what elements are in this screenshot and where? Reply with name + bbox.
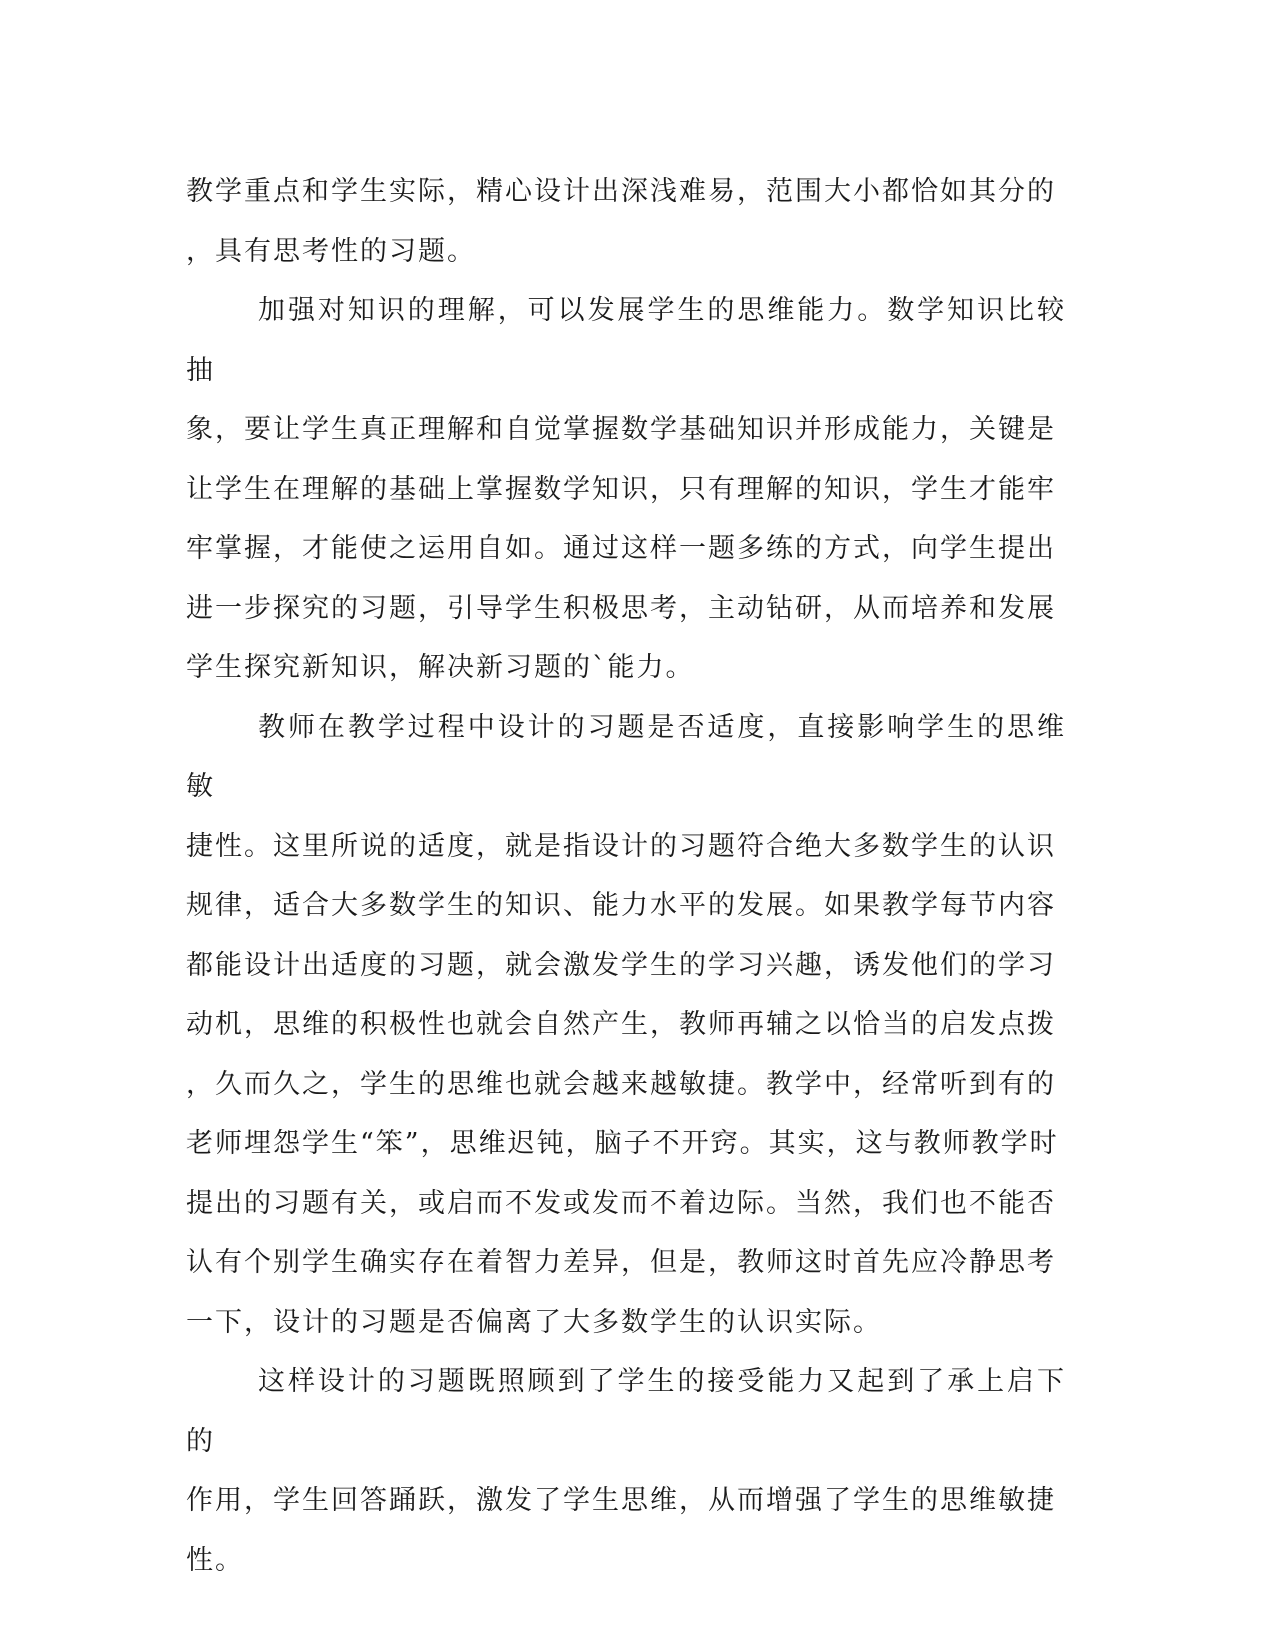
line: 提出的习题有关，或启而不发或发而不着边际。当然，我们也不能否	[186, 1187, 1056, 1219]
line: 教师在教学过程中设计的习题是否适度，直接影响学生的思维敏	[186, 711, 1066, 802]
paragraph-4	[186, 1352, 1066, 1590]
line: 认有个别学生确实存在着智力差异，但是，教师这时首先应冷静思考	[186, 1247, 1056, 1278]
line: 捷性。这里所说的适度，就是指设计的习题符合绝大多数学生的认识	[186, 830, 1056, 862]
paragraph-3	[186, 698, 1066, 1353]
line: 一下，设计的习题是否偏离了大多数学生的认识实际。	[186, 1306, 882, 1338]
line: 都能设计出适度的习题，就会激发学生的学习兴趣，诱发他们的学习	[186, 949, 1056, 981]
line: 这样设计的习题既照顾到了学生的接受能力又起到了承上启下的	[186, 1366, 1066, 1457]
line: 教学重点和学生实际，精心设计出深浅难易，范围大小都恰如其分的	[186, 176, 1056, 207]
line: 让学生在理解的基础上掌握数学知识，只有理解的知识，学生才能牢	[186, 473, 1056, 505]
document-body	[186, 162, 1066, 1590]
line: 加强对知识的理解，可以发展学生的思维能力。数学知识比较抽	[186, 295, 1066, 386]
line: ，具有思考性的习题。	[186, 235, 476, 267]
paragraph-1	[186, 162, 1066, 281]
line: 进一步探究的习题，引导学生积极思考，主动钻研，从而培养和发展	[186, 592, 1056, 624]
line: 老师埋怨学生“笨”，思维迟钝，脑子不开窍。其实，这与教师教学时	[186, 1128, 1059, 1159]
line: 象，要让学生真正理解和自觉掌握数学基础知识并形成能力，关键是	[186, 414, 1056, 445]
line: 动机，思维的积极性也就会自然产生，教师再辅之以恰当的启发点拨	[186, 1009, 1056, 1040]
line: ，久而久之，学生的思维也就会越来越敏捷。教学中，经常听到有的	[186, 1068, 1056, 1100]
paragraph-2	[186, 281, 1066, 698]
line: 规律，适合大多数学生的知识、能力水平的发展。如果教学每节内容	[186, 890, 1056, 921]
line: 作用，学生回答踊跃，激发了学生思维，从而增强了学生的思维敏捷	[186, 1485, 1056, 1516]
line: 性。	[186, 1544, 244, 1576]
line: 学生探究新知识，解决新习题的`能力。	[186, 652, 695, 683]
line: 牢掌握，才能使之运用自如。通过这样一题多练的方式，向学生提出	[186, 533, 1056, 564]
